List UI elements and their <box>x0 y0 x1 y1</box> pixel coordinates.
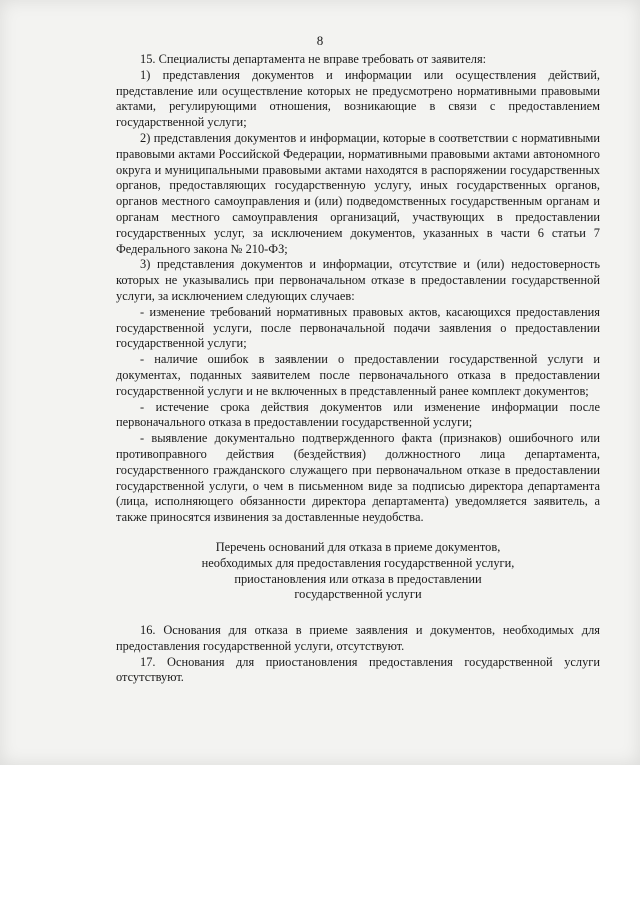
section-heading-line-2: необходимых для предоставления государственной услуги, <box>201 555 515 570</box>
exception-case-2: - наличие ошибок в заявлении о предоставлении государственной услуги и документах, поданных заявителем после первоначального отказа в предоставлении государственной услуги и не включенных в представленный ранее комплект документов; <box>116 352 600 398</box>
section-heading-line-4: государственной услуги <box>294 587 422 602</box>
document-body <box>116 52 600 686</box>
section-heading <box>116 540 600 603</box>
section-heading-line-3: приостановления или отказа в предоставлении <box>234 571 482 586</box>
paragraph-17: 17. Основания для приостановления предоставления государственной услуги отсутствуют. <box>116 654 600 685</box>
exception-case-1: - изменение требований нормативных правовых актов, касающихся предоставления государственной услуги, после первоначальной подачи заявления о предоставлении государственной услуги; <box>116 304 600 351</box>
paragraph-15-item-3: 3) представления документов и информации, отсутствие и (или) недостоверность которых не указывались при первоначальном отказе в предоставлении государственной услуги, за исключением следующих случаев: <box>116 257 600 303</box>
exception-case-4: - выявление документально подтвержденного факта (признаков) ошибочного или противоправного действия (бездействия) должностного лица департамента, государственного гражданского служащего при первоначальном отказе в предоставлении государственной услуги, о чем в письменном виде за подписью директора департамента (лица, исполняющего обязанности директора департамента) уведомляется заявитель, а также приносятся извинения за доставленные неудобства. <box>116 431 600 525</box>
section-heading-line-1: Перечень оснований для отказа в приеме документов, <box>215 539 501 554</box>
paragraph-15-item-2: 2) представления документов и информации, которые в соответствии с нормативными правовыми актами Российской Федерации, нормативными правовыми актами автономного округа и муниципальными правовыми актами находятся в распоряжении государственных органов, предоставляющих государственную услугу, иных государственных органов, органов местного самоуправления и (или) подведомственных государственным органам и органам местного самоуправления организаций, участвующих в предоставлении государственных услуг, за исключением документов, указанных в части 6 статьи 7 Федерального закона № 210-ФЗ; <box>116 130 600 256</box>
exception-case-3: - истечение срока действия документов или изменение информации после первоначального отказа в предоставлении государственной услуги; <box>116 399 600 430</box>
paragraph-15: 15. Специалисты департамента не вправе требовать от заявителя: <box>140 52 487 66</box>
spacer <box>116 526 600 540</box>
paragraph-16: 16. Основания для отказа в приеме заявления и документов, необходимых для предоставления государственной услуги, отсутствуют. <box>116 623 600 653</box>
paragraph-15-item-1: 1) представления документов и информации или осуществления действий, представление или осуществление которых не предусмотрено нормативными правовыми актами, регулирующими отношения, возникающие в связи с предоставлением государственной услуги; <box>116 67 600 130</box>
spacer <box>116 603 600 623</box>
page-number: 8 <box>316 33 324 48</box>
page-margin <box>0 765 640 905</box>
